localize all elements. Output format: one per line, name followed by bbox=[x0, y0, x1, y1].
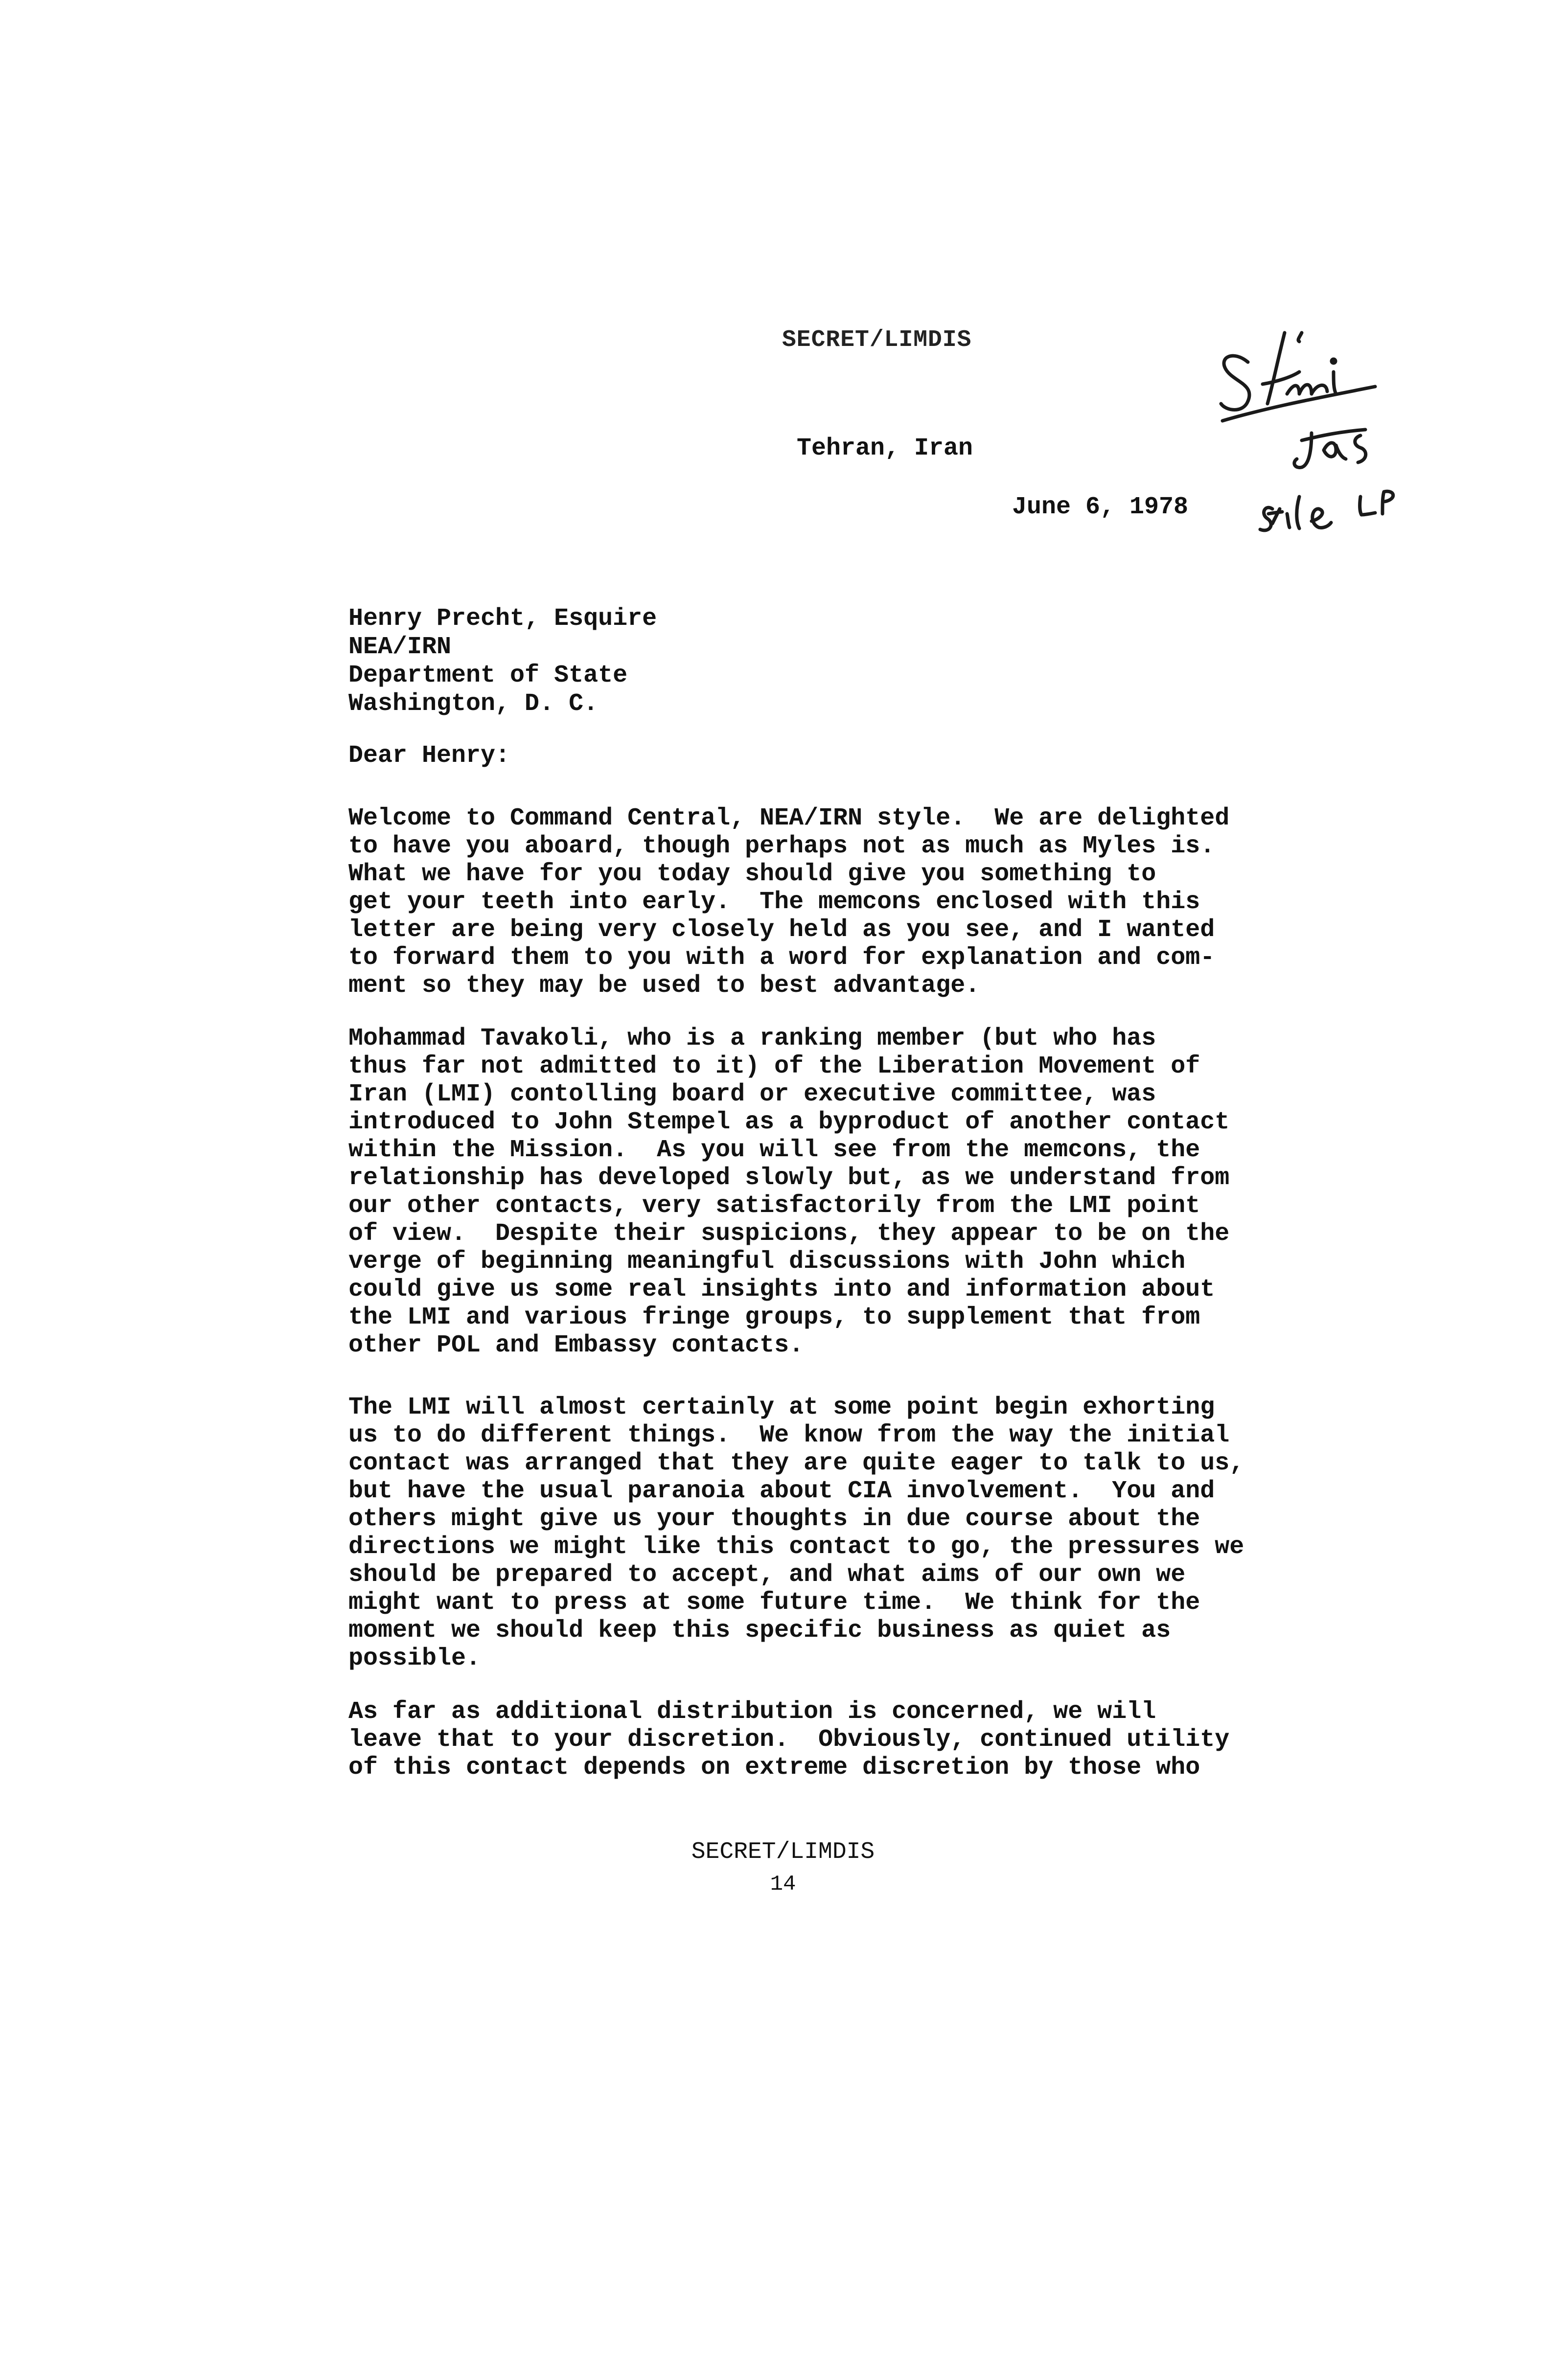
paragraph-tavakoli bbox=[348, 1025, 1376, 1359]
paragraph-lmi-exhorting bbox=[348, 1394, 1376, 1672]
text-line: possible. bbox=[348, 1645, 481, 1672]
salutation: Dear Henry: bbox=[348, 742, 510, 770]
text-line: others might give us your thoughts in due course about the bbox=[348, 1505, 1200, 1533]
text-line: verge of beginning meaningful discussions with John which bbox=[348, 1248, 1186, 1276]
text-line: could give us some real insights into and information about bbox=[348, 1276, 1215, 1304]
text-line: might want to press at some future time. We think for the bbox=[348, 1589, 1200, 1617]
text-line: get your teeth into early. The memcons enclosed with this bbox=[348, 888, 1200, 916]
text-line: should be prepared to accept, and what aims of our own we bbox=[348, 1561, 1186, 1589]
recipient-address bbox=[348, 605, 657, 718]
handwritten-annotation bbox=[1214, 303, 1439, 558]
text-line: letter are being very closely held as you see, and I wanted bbox=[348, 916, 1215, 944]
text-line: What we have for you today should give you something to bbox=[348, 860, 1156, 888]
page-number: 14 bbox=[770, 1872, 796, 1897]
text-line: directions we might like this contact to go, the pressures we bbox=[348, 1533, 1244, 1561]
dateline-place: Tehran, Iran bbox=[797, 435, 973, 462]
text-line: Mohammad Tavakoli, who is a ranking member (but who has bbox=[348, 1025, 1156, 1053]
text-line: us to do different things. We know from the way the initial bbox=[348, 1421, 1230, 1449]
text-line: to have you aboard, though perhaps not as much as Myles is. bbox=[348, 832, 1215, 860]
text-line: introduced to John Stempel as a byproduct of another contact bbox=[348, 1108, 1230, 1136]
text-line: within the Mission. As you will see from the memcons, the bbox=[348, 1136, 1200, 1164]
text-line: Iran (LMI) contolling board or executive committee, was bbox=[348, 1080, 1156, 1108]
recipient-line: Henry Precht, Esquire bbox=[348, 605, 657, 633]
text-line: Welcome to Command Central, NEA/IRN style. We are delighted bbox=[348, 804, 1230, 832]
text-line: of this contact depends on extreme discretion by those who bbox=[348, 1754, 1200, 1782]
paragraph-distribution bbox=[348, 1698, 1376, 1782]
dateline-date: June 6, 1978 bbox=[1012, 493, 1189, 521]
text-line: to forward them to you with a word for explanation and com- bbox=[348, 944, 1215, 972]
footer-classification: SECRET/LIMDIS bbox=[691, 1839, 875, 1865]
text-line: contact was arranged that they are quite eager to talk to us, bbox=[348, 1449, 1244, 1477]
text-line: the LMI and various fringe groups, to supplement that from bbox=[348, 1304, 1200, 1331]
text-line: of view. Despite their suspicions, they appear to be on the bbox=[348, 1220, 1230, 1248]
text-line: leave that to your discretion. Obviously, continued utility bbox=[348, 1726, 1230, 1754]
paragraph-welcome bbox=[348, 804, 1376, 1000]
text-line: thus far not admitted to it) of the Liberation Movement of bbox=[348, 1053, 1200, 1080]
recipient-line: NEA/IRN bbox=[348, 633, 452, 661]
text-line: ment so they may be used to best advantage. bbox=[348, 972, 980, 1000]
recipient-line: Department of State bbox=[348, 662, 628, 689]
text-line: relationship has developed slowly but, as we understand from bbox=[348, 1164, 1230, 1192]
text-line: As far as additional distribution is concerned, we will bbox=[348, 1698, 1156, 1726]
recipient-line: Washington, D. C. bbox=[348, 690, 599, 718]
text-line: moment we should keep this specific business as quiet as bbox=[348, 1617, 1171, 1645]
text-line: The LMI will almost certainly at some point begin exhorting bbox=[348, 1394, 1215, 1421]
text-line: our other contacts, very satisfactorily from the LMI point bbox=[348, 1192, 1200, 1220]
header-classification: SECRET/LIMDIS bbox=[782, 327, 972, 353]
text-line: but have the usual paranoia about CIA involvement. You and bbox=[348, 1477, 1215, 1505]
text-line: other POL and Embassy contacts. bbox=[348, 1331, 804, 1359]
